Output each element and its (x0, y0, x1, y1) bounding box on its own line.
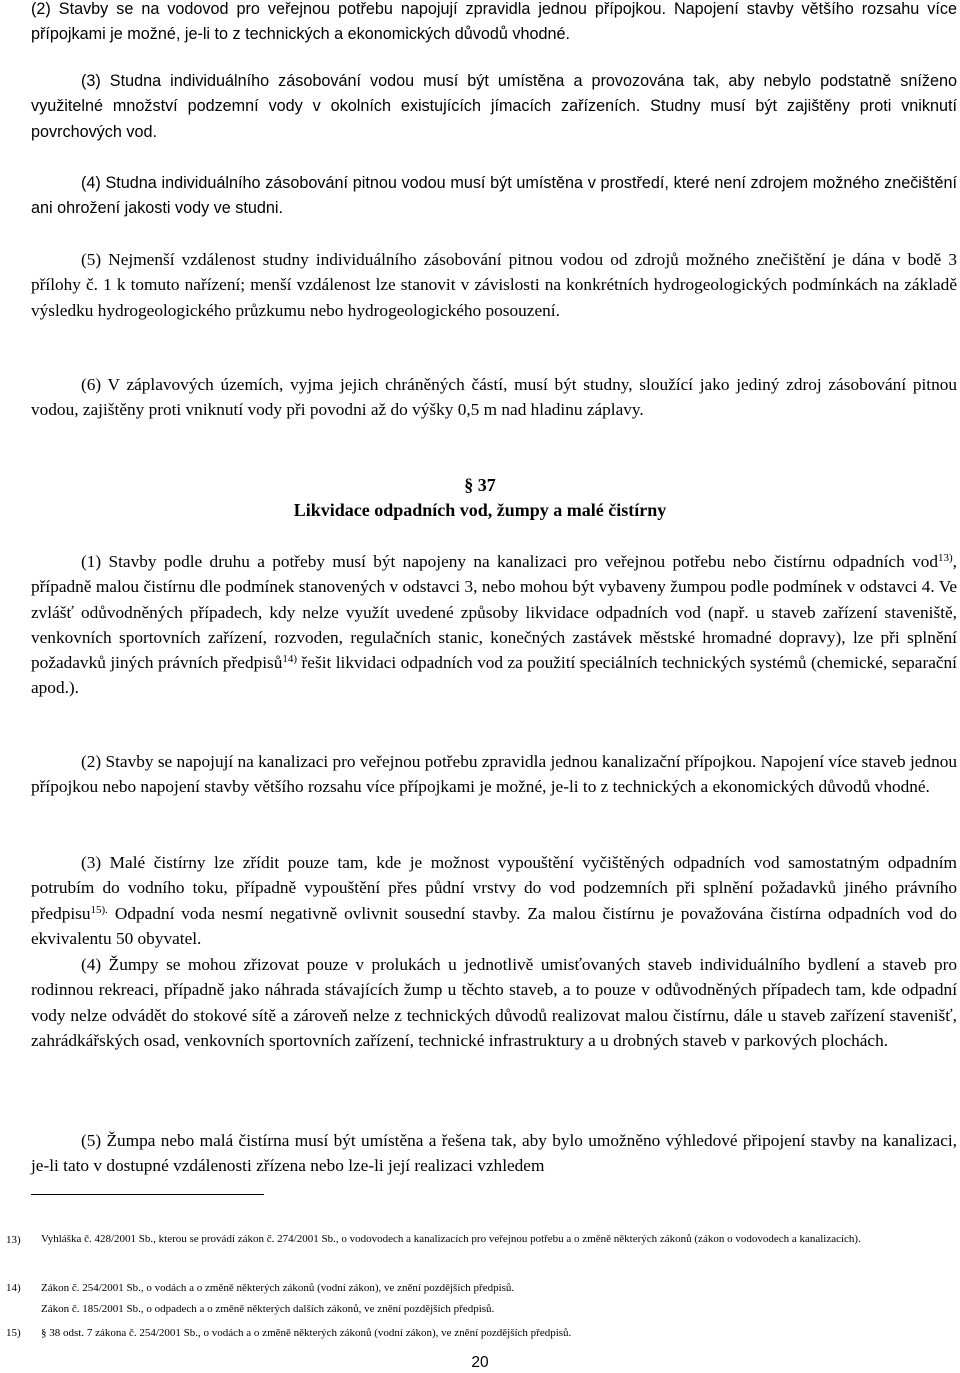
paragraph-5-top-text: (5) Nejmenší vzdálenost studny individuálního zásobování pitnou vodou od zdrojů možného znečištění je dána v bodě 3 přílohy č. 1 k tomuto nařízení; menší vzdálenost lze stanovit v závislosti na konkrétních hydrogeologických podmínkách na základě výsledku hydrogeologického průzkumu nebo hydrogeologického posouzení. (31, 250, 957, 320)
footnote-text: Zákon č. 254/2001 Sb., o vodách a o změně některých zákonů (vodní zákon), ve znění pozdějších předpisů. (41, 1282, 515, 1294)
footnote-text: Vyhláška č. 428/2001 Sb., kterou se provádí zákon č. 274/2001 Sb., o vodovodech a kanalizacích pro veřejnou potřebu a o změně některých zákonů (zákon o vodovodech a kanalizacích). (41, 1233, 861, 1245)
footnote-ref-14[interactable]: 14) (282, 653, 298, 666)
footnote-text: § 38 odst. 7 zákona č. 254/2001 Sb., o vodách a o změně některých zákonů (vodní zákon), ve znění pozdějších předpisů. (41, 1327, 572, 1339)
section-paragraph-3-text-a: (3) Malé čistírny lze zřídit pouze tam, kde je možnost vypouštění vyčištěných odpadních vod samostatným odpadním potrubím do vodního toku, případně vypouštění přes půdní vrstvy do vod podzemních při splnění požadavků jiného právního předpisu (31, 853, 957, 923)
section-paragraph-5 (31, 1128, 957, 1179)
paragraph-3-top-text: (3) Studna individuálního zásobování vodou musí být umístěna a provozována tak, aby nebylo podstatně sníženo využitelné množství podzemní vody v okolních existujících jímacích zařízeních. Studny musí být zajištěny proti vniknutí povrchových vod. (31, 72, 957, 141)
section-paragraph-1 (31, 549, 957, 701)
paragraph-6-top-text: (6) V záplavových územích, vyjma jejich chráněných částí, musí být studny, sloužící jako jediný zdroj zásobování pitnou vodou, zajištěny proti vniknutí vody při povodni až do výšky 0,5 m nad hladinu záplavy. (31, 375, 957, 420)
section-number: § 37 (464, 475, 496, 495)
section-paragraph-3-text-b: Odpadní voda nesmí negativně ovlivnit sousední stavby. Za malou čistírnu je považována čistírna odpadních vod do ekvivalentu 50 obyvatel. (31, 903, 957, 948)
paragraph-2-top (31, 0, 957, 48)
paragraph-2-top-text: (2) Stavby se na vodovod pro veřejnou potřebu napojují zpravidla jednou přípojkou. Napojení stavby většího rozsahu více přípojkami je možné, je-li to z technických a ekonomických důvodů vhodné. (31, 0, 957, 44)
footnote-text: Zákon č. 185/2001 Sb., o odpadech a o změně některých dalších zákonů, ve znění pozdějších předpisů. (41, 1303, 495, 1315)
footnote-divider (31, 1194, 264, 1195)
paragraph-3-top (31, 69, 957, 145)
section-paragraph-1-text-b: , případně malou čistírnu dle podmínek stanovených v odstavci 3, nebo mohou být vybaveny žumpou podle podmínek v odstavci 4. Ve zvlášť odůvodněných případech, kdy nelze využít uvedené způsoby likvidace odpadních vod (např. u staveb zařízení staveniště, venkovních sportovních zařízení, rozvoden, regulačních stanic, konečných zastávek městské hromadné dopravy), lze při splnění požadavků jiných právních předpisů (31, 552, 957, 673)
paragraph-4-top-text: (4) Studna individuálního zásobování pitnou vodou musí být umístěna v prostředí, které není zdrojem možného znečištění ani ohrožení jakosti vody ve studni. (31, 174, 957, 218)
section-paragraph-1-text-c: řešit likvidaci odpadních vod za použití speciálních technických systémů (chemické, separační apod.). (31, 653, 957, 698)
section-paragraph-5-text: (5) Žumpa nebo malá čistírna musí být umístěna a řešena tak, aby bylo umožněno výhledové připojení stavby na kanalizaci, je-li tato v dostupné vzdálenosti zřízena nebo lze-li její realizaci vzhledem (31, 1131, 957, 1176)
paragraph-6-top (31, 372, 957, 423)
footnote-number: 15) (6, 1327, 21, 1339)
footnote-number: 13) (6, 1234, 21, 1246)
paragraph-4-top (31, 171, 957, 222)
paragraph-5-top (31, 247, 957, 323)
section-paragraph-3 (31, 850, 957, 951)
section-title: Likvidace odpadních vod, žumpy a malé čistírny (293, 500, 667, 520)
section-paragraph-2 (31, 749, 957, 800)
section-paragraph-1-text-a: (1) Stavby podle druhu a potřeby musí být napojeny na kanalizaci pro veřejnou potřebu nebo čistírnu odpadních vod (81, 552, 938, 571)
footnote-ref-13[interactable]: 13) (938, 552, 953, 564)
section-paragraph-4-text: (4) Žumpy se mohou zřizovat pouze v prolukách u jednotlivě umisťovaných staveb individuálního bydlení a staveb pro rodinnou rekreaci, případně jako náhrada stávajících žump u těchto staveb, a to pouze v odůvodněných případech tam, kde odpadní vody nelze odvádět do stokové sítě a zároveň nelze z technických důvodů realizovat malou čistírnu, dále u staveb zařízení stavenišť, zahrádkářských osad, venkovních sportovních zařízení, technické infrastruktury a u drobných staveb v parkových plochách. (31, 955, 957, 1050)
page-number: 20 (471, 1354, 489, 1371)
footnote-ref-15[interactable]: 15). (90, 903, 108, 916)
section-paragraph-4 (31, 952, 957, 1053)
footnote-number: 14) (6, 1282, 21, 1294)
section-paragraph-2-text: (2) Stavby se napojují na kanalizaci pro veřejnou potřebu zpravidla jednou kanalizační přípojkou. Napojení více staveb jednou přípojkou nebo napojení stavby většího rozsahu více přípojkami je možné, je-li to z technických a ekonomických důvodů vhodné. (31, 752, 957, 797)
